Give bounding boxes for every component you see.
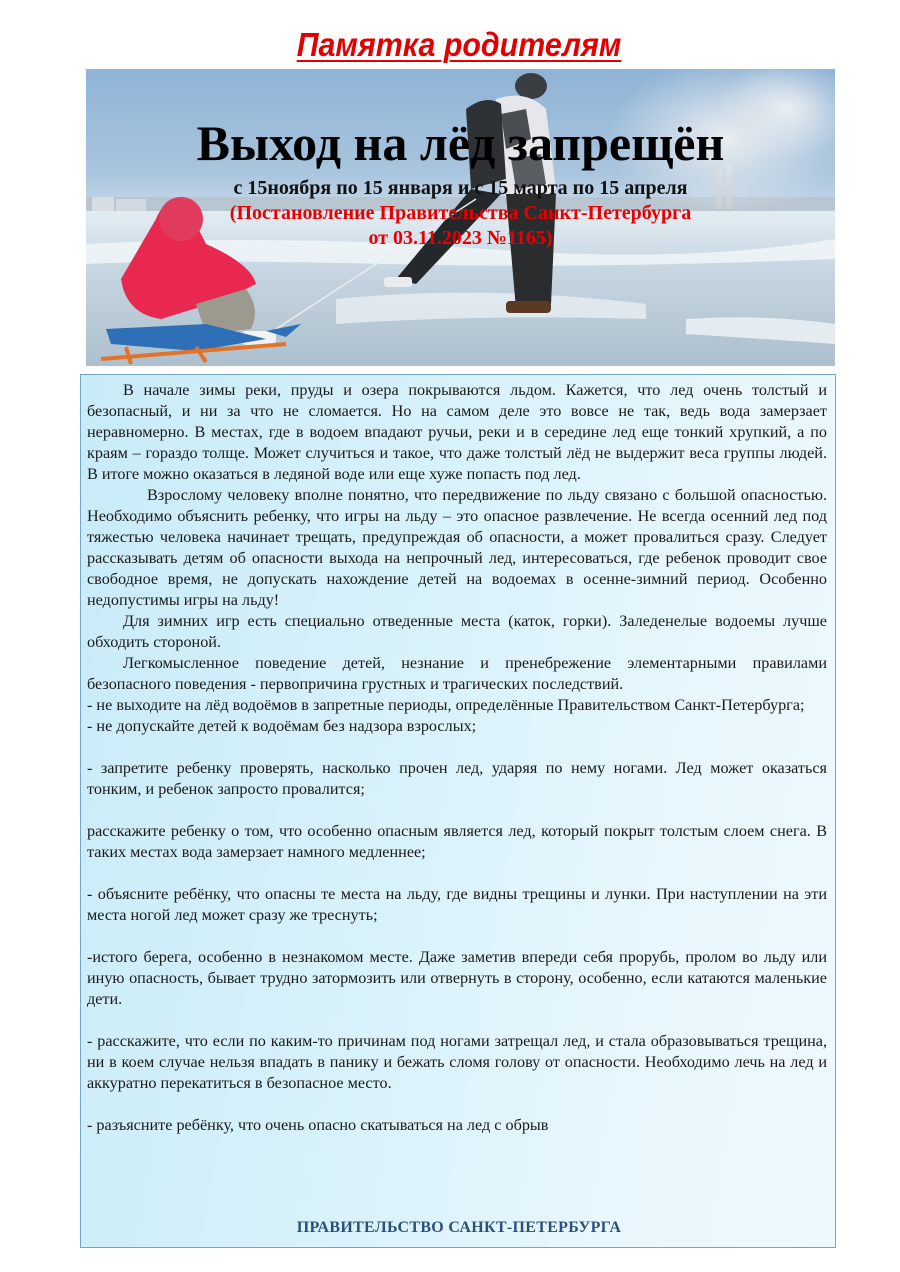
decree-line-2: от 03.11.2023 №1165) xyxy=(368,227,553,249)
adult-paragraph: Взрослому человеку вполне понятно, что передвижение по льду связано с большой опасностью. Необходимо объяснить ребенку, что игры на льду – это опасное развлечение. Не всегда осенний лед под тяжестью человека начинает трещать, предупреждая об опасности, а может провалиться сразу. Следует рассказывать детям об опасности выхода на непрочный лед, интересоваться, где ребенок проводит свое свободное время, не допускать нахождение детей на водоемах в осенне-зимний период. Особенно недопустимы игры на льду! xyxy=(87,486,827,609)
rule-item: - расскажите, что если по каким-то причинам под ногами затрещал лед, и стала образовываться трещина, ни в коем случае нельзя впадать в панику и бежать сломя голову от опасности. Необходимо лечь на лед и аккуратно перекатиться в безопасное место. xyxy=(87,1032,827,1092)
rule-item: -истого берега, особенно в незнакомом месте. Даже заметив впереди себя прорубь, пролом во льду или иную опасность, бывает трудно затормозить или отвернуть в сторону, особенно, если катаются маленькие дети. xyxy=(87,948,827,1008)
hero-banner xyxy=(86,69,835,366)
content-box xyxy=(80,374,836,1248)
intro-paragraph: В начале зимы реки, пруды и озера покрываются льдом. Кажется, что лед очень толстый и безопасный, и ни за что не сломается. Но на самом деле это вовсе не так, ведь вода замерзает неравномерно. В местах, где в водоем впадают ручьи, реки и в середине лед еще тонкий хрупкий, а по краям – гораздо толще. Может случиться и такое, что даже толстый лёд не выдержит веса группы людей. В итоге можно оказаться в ледяной воде или еще хуже попасть под лед. xyxy=(87,381,827,483)
document-title: Памятка родителям xyxy=(296,26,622,63)
hero-heading: Выход на лёд запрещён xyxy=(196,115,725,171)
rule-item: - не выходите на лёд водоёмов в запретные периоды, определённые Правительством Санкт-Петербурга; xyxy=(87,696,805,714)
memo-body xyxy=(87,380,827,1136)
rule-item: - запретите ребенку проверять, насколько прочен лед, ударяя по нему ногами. Лед может оказаться тонким, и ребенок запросто провалится; xyxy=(87,759,827,798)
rule-item: расскажите ребенку о том, что особенно опасным является лед, который покрыт толстым слоем снега. В таких местах вода замерзает намного медленнее; xyxy=(87,822,827,861)
rule-item: - не допускайте детей к водоёмам без надзора взрослых; xyxy=(87,717,477,735)
behavior-paragraph: Легкомысленное поведение детей, незнание и пренебрежение элементарными правилами безопасного поведения - первопричина грустных и трагических последствий. xyxy=(87,654,827,693)
issuing-organization: ПРАВИТЕЛЬСТВО САНКТ-ПЕТЕРБУРГА xyxy=(296,1219,622,1236)
rule-item: - разъясните ребёнку, что очень опасно скатываться на лед с обрыв xyxy=(87,1116,549,1134)
decree-line-1: (Постановление Правительства Санкт-Петербурга xyxy=(229,202,692,224)
prohibition-dates: с 15ноября по 15 января и с 15 марта по 15 апреля xyxy=(233,177,688,199)
decree-reference xyxy=(86,201,835,251)
rule-item: - объясните ребёнку, что опасны те места на льду, где видны трещины и лунки. При наступлении на эти места ногой лед может сразу же треснуть; xyxy=(87,885,827,924)
winter-games-paragraph: Для зимних игр есть специально отведенные места (каток, горки). Заледенелые водоемы лучше обходить стороной. xyxy=(87,612,827,651)
